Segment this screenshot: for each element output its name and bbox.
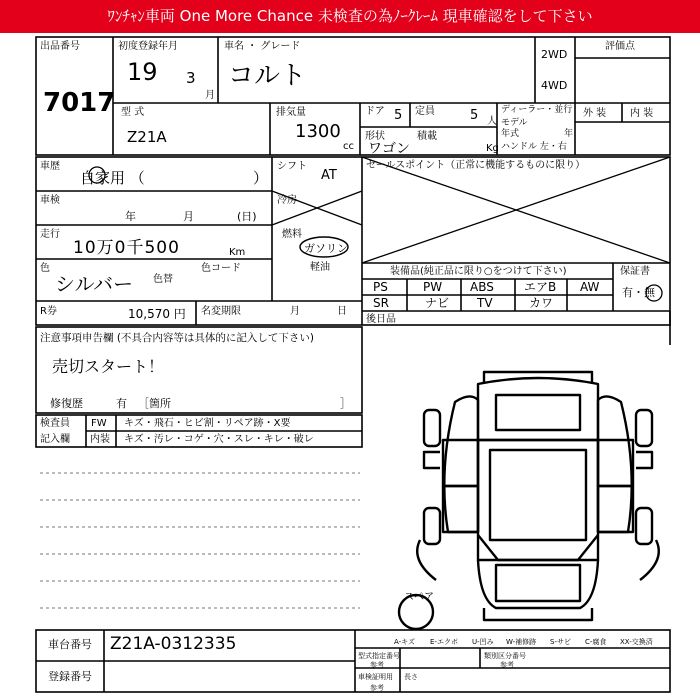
inspection-day: (日) [237, 210, 257, 223]
interior-label: 内 装 [630, 108, 654, 119]
inspection-year: 年 [125, 210, 136, 223]
inspection-label: 車検 [40, 195, 60, 206]
repair-place-label: ［箇所 [138, 397, 171, 410]
equip-pw: PW [423, 280, 443, 294]
mileage-label: 走行 [40, 229, 60, 240]
repair-place-close: ］ [340, 397, 351, 410]
warranty-label: 保証書 [620, 266, 650, 277]
mileage-value: 10万0千500 [73, 238, 180, 258]
car-name: コルト [228, 61, 307, 91]
warranty-value: 有・無 [622, 286, 655, 299]
repair-history-label: 修復歴 [50, 397, 83, 410]
displacement-unit: cc [343, 141, 354, 152]
equip-abs: ABS [470, 280, 494, 294]
chassis-label: 車台番号 [48, 638, 92, 651]
inspector-label: 検査員 [40, 418, 70, 429]
repair-history-value: 有 [116, 397, 127, 410]
legend-repair: W-補修跡 [506, 638, 537, 646]
model-value: Z21A [127, 128, 167, 146]
name-change-month: 月 [290, 306, 300, 317]
load-label: 積載 [417, 131, 437, 142]
doors-label: ドア [365, 106, 385, 117]
fw-label: FW [91, 418, 107, 429]
capacity-label: 定員 [415, 106, 435, 117]
load-unit: Kg [486, 143, 499, 154]
spare-label: スペア [404, 592, 434, 603]
exterior-label: 外 装 [583, 108, 607, 119]
interior-inspect-text: キズ・汚レ・コゲ・穴・スレ・キレ・破レ [124, 434, 314, 445]
equip-airbag: エアB [524, 280, 557, 294]
color-change-label: 色替 [153, 274, 173, 285]
legend-type-number-label: 型式指定番号 [358, 652, 400, 660]
fuel-diesel: 軽油 [310, 262, 330, 273]
model-year-label1: モデル [501, 118, 528, 128]
usage-value: 自家用 （ [80, 169, 145, 187]
legend-class-number-ref: 参考 [500, 661, 514, 669]
fuel-gas: ガソリン [304, 242, 348, 255]
shape-label: 形状 [365, 131, 385, 142]
legend-length-label: 長さ [404, 673, 418, 681]
legend-type-number-ref: 参考 [370, 661, 384, 669]
top-banner: ﾜﾝﾁｬﾝ車両 One More Chance 未検査の為ﾉｰｸﾚｰﾑ 現車確認をして下さい [0, 0, 700, 33]
shape-value: ワゴン [368, 141, 410, 157]
reg-month: 3 [186, 69, 196, 87]
legend-scratch: A-キズ [394, 638, 416, 646]
legend-dent-small: E-エクボ [430, 638, 458, 646]
legend-corrosion: C-腐食 [585, 638, 607, 646]
car-name-label: 車名 ・ グレード [224, 41, 301, 52]
legend-cert-label: 車検証明用 [358, 673, 393, 681]
recycle-label: R券 [40, 306, 57, 317]
first-reg-label: 初度登録年月 [118, 41, 178, 52]
model-label: 型 式 [121, 107, 145, 118]
name-change-day: 日 [337, 306, 347, 317]
usage-label: 車歴 [40, 161, 60, 172]
displacement-label: 排気量 [276, 107, 306, 118]
legend-replaced: XX-交換済 [620, 638, 653, 646]
equip-tv: TV [477, 296, 493, 310]
color-value: シルバー [55, 272, 134, 296]
usage-close: ） [253, 169, 269, 187]
notes-text: 売切スタート！ [52, 357, 165, 376]
year-unit: 年 [564, 129, 574, 139]
rating-label: 評価点 [605, 41, 635, 52]
recycle-value: 10,570 円 [128, 307, 186, 321]
mileage-unit: Km [229, 247, 246, 258]
displacement-value: 1300 [295, 121, 341, 142]
color-code-label: 色コード [201, 263, 241, 274]
drive-4wd: 4WD [541, 79, 568, 92]
registration-label: 登録番号 [48, 670, 92, 683]
selling-point-label: セールスポイント（正常に機能するものに限り） [366, 160, 586, 171]
legend-cert-ref: 参考 [370, 684, 384, 692]
legend-dent: U-凹み [472, 638, 494, 646]
shift-label: シフト [277, 161, 307, 172]
chassis-value: Z21A-0312335 [110, 634, 237, 654]
drive-2wd: 2WD [541, 48, 568, 61]
capacity-unit: 人 [487, 116, 497, 127]
equip-sr: SR [373, 296, 389, 310]
shift-value: AT [321, 168, 337, 183]
name-change-label: 名変期限 [201, 306, 241, 317]
interior-inspect-label: 内装 [90, 434, 110, 445]
reg-year: 19 [127, 58, 158, 86]
fuel-label: 燃料 [282, 229, 302, 240]
equipment-label: 装備品(純正品に限り○をつけて下さい) [390, 266, 567, 277]
equip-aw: AW [580, 280, 600, 294]
reg-month-unit: 月 [205, 90, 215, 101]
capacity-value: 5 [470, 108, 479, 123]
equip-ps: PS [373, 280, 388, 294]
legend-rust: S-サビ [550, 638, 571, 646]
inspection-month: 月 [183, 210, 194, 223]
inspector-entry-label: 記入欄 [40, 434, 70, 445]
doors-value: 5 [394, 108, 403, 123]
model-year-label2: 年式 [501, 129, 520, 139]
ac-label: 冷房 [277, 195, 297, 206]
fw-text: キズ・飛石・ヒビ割・リペア跡・X要 [124, 418, 291, 429]
dealer-label: ディーラー・並行 [501, 105, 573, 115]
lot-label: 出品番号 [40, 41, 80, 52]
handle-label: ハンドル 左・右 [501, 142, 567, 152]
equip-navi: ナビ [425, 296, 450, 310]
rear-items-label: 後日品 [366, 314, 396, 325]
legend-class-number-label: 類別区分番号 [484, 652, 526, 660]
lot-number: 7017 [43, 88, 116, 118]
notes-title: 注意事項申告欄 (不具合内容等は具体的に記入して下さい) [40, 332, 315, 344]
equip-leather: カワ [529, 296, 554, 310]
color-label: 色 [40, 263, 50, 274]
